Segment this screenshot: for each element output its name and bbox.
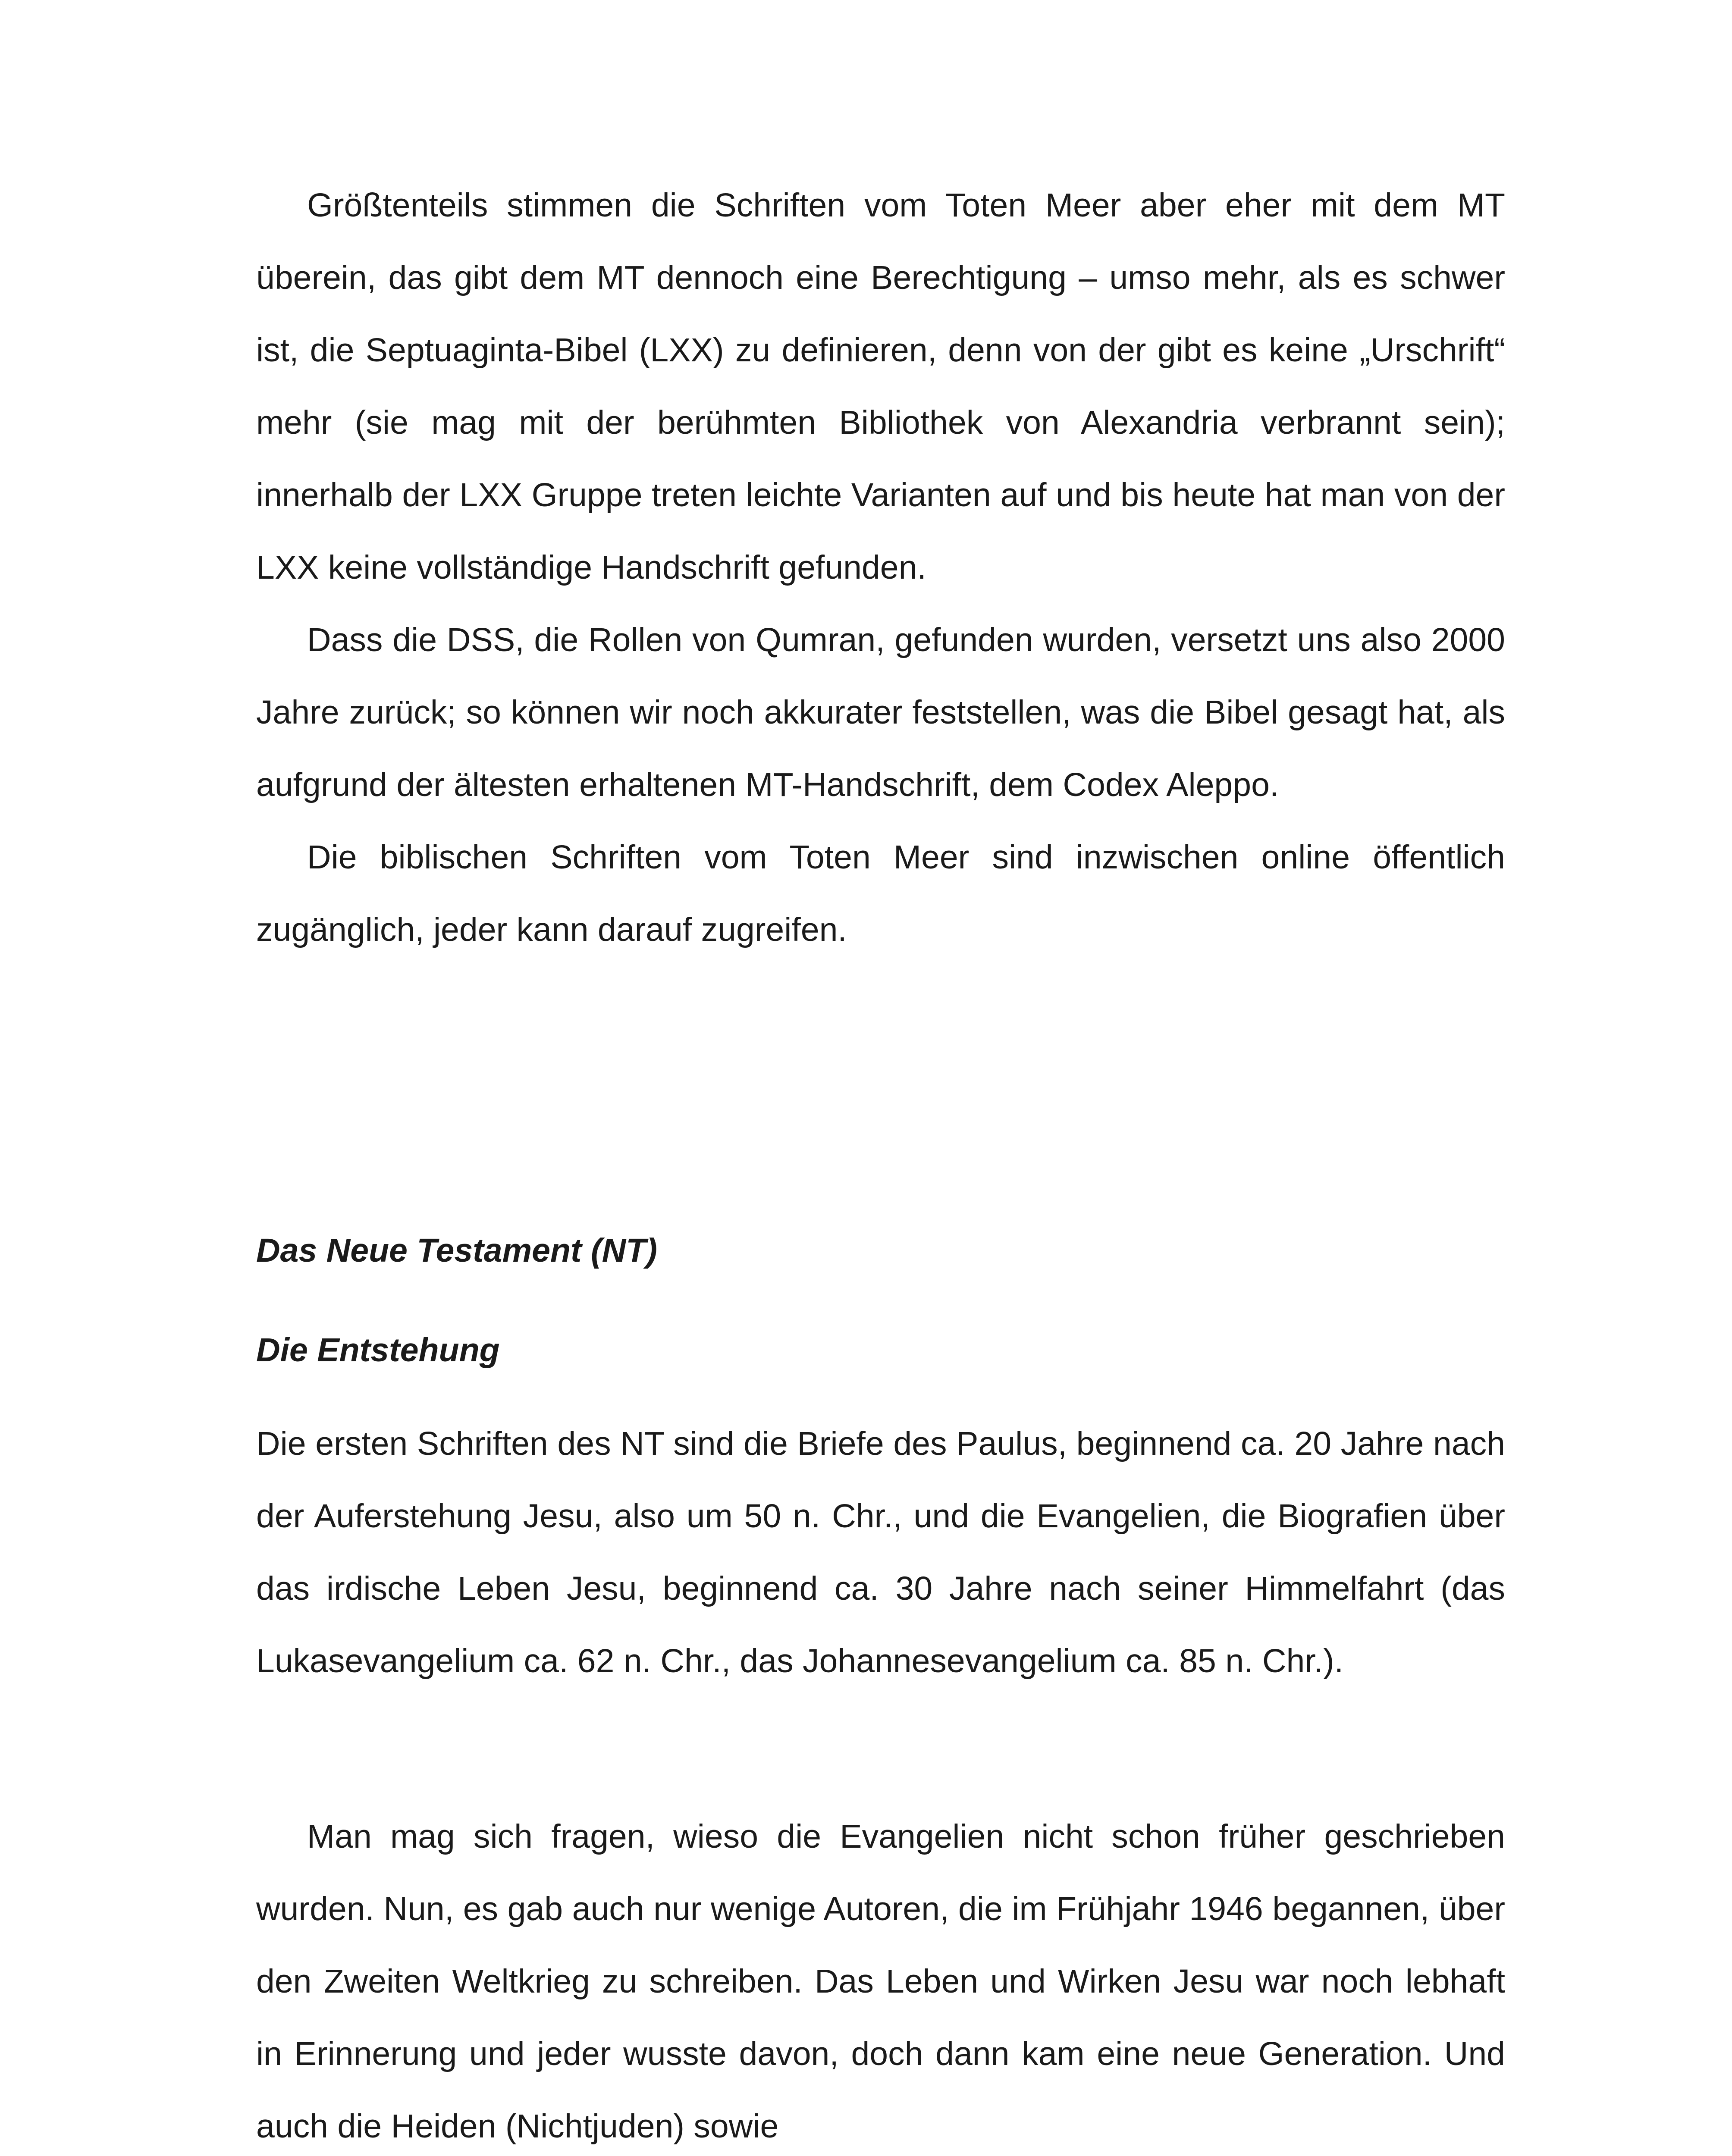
- subsection-heading-origin: Die Entstehung: [256, 1332, 500, 1369]
- paragraph-qumran-scrolls: Dass die DSS, die Rollen von Qumran, gefunden wurden, versetzt uns also 2000 Jahre zurück; so können wir noch akkurater feststellen, was die Bibel gesagt hat, als aufgrund der ältesten erhaltenen MT-Handschrift, dem Codex Aleppo.: [256, 621, 1505, 803]
- paragraph-dead-sea-scrolls-mt: Größtenteils stimmen die Schriften vom Toten Meer aber eher mit dem MT überein, das gibt dem MT dennoch eine Berechtigung – umso mehr, als es schwer ist, die Septuaginta-Bibel (LXX) zu definieren, denn von der gibt es keine „Urschrift“ mehr (sie mag mit der berühmten Bibliothek von Alexandria verbrannt sein); innerhalb der LXX Gruppe treten leichte Varianten auf und bis heute hat man von der LXX keine vollständige Handschrift gefunden.: [256, 187, 1505, 586]
- paragraph-gospels-timing: Man mag sich fragen, wieso die Evangelien nicht schon früher geschrieben wurden. Nun, es gab auch nur wenige Autoren, die im Frühjahr 1946 begannen, über den Zweiten Weltkrieg zu schreiben. Das Leben und Wirken Jesu war noch lebhaft in Erinnerung und jeder wusste davon, doch dann kam eine neue Generation. Und auch die Heiden (Nichtjuden) sowie: [256, 1818, 1505, 2145]
- paragraph-nt-writings: Die ersten Schriften des NT sind die Briefe des Paulus, beginnend ca. 20 Jahre nach der Auferstehung Jesu, also um 50 n. Chr., und die Evangelien, die Biografien über das irdische Leben Jesu, beginnend ca. 30 Jahre nach seiner Himmelfahrt (das Lukasevangelium ca. 62 n. Chr., das Johannesevangelium ca. 85 n. Chr.).: [256, 1425, 1505, 1680]
- body-text-origin: [256, 1407, 1505, 1697]
- body-text-top: [256, 169, 1505, 966]
- body-text-bottom: [256, 1800, 1505, 2156]
- paragraph-online-access: Die biblischen Schriften vom Toten Meer sind inzwischen online öffentlich zugänglich, jeder kann darauf zugreifen.: [256, 839, 1505, 948]
- section-heading-new-testament: Das Neue Testament (NT): [256, 1232, 657, 1269]
